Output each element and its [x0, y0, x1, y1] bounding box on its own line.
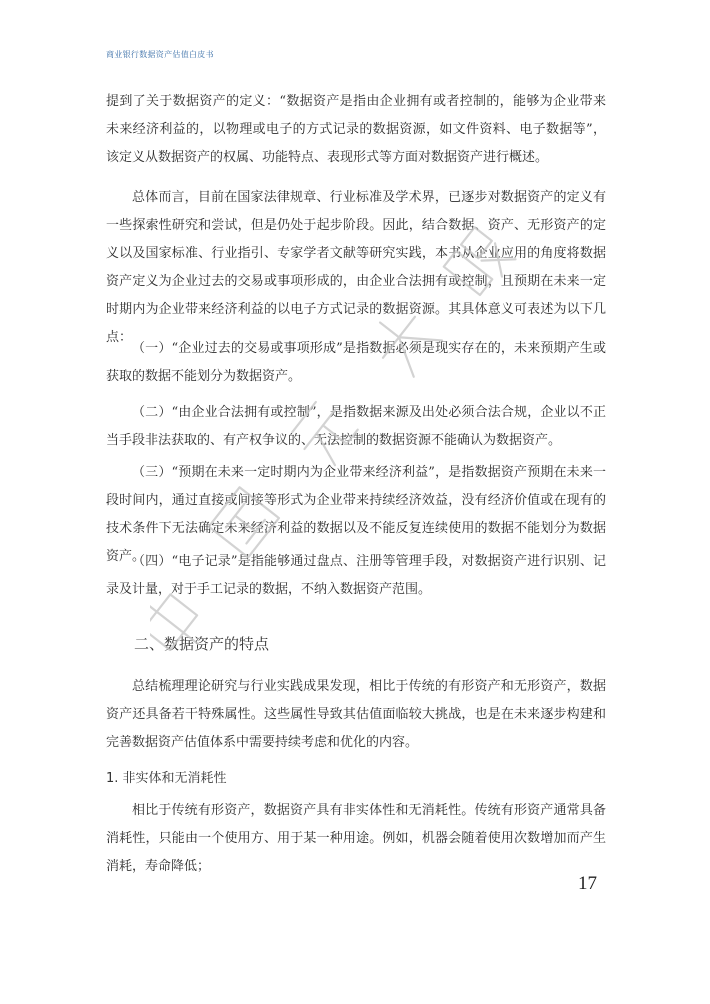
section-heading: 二、数据资产的特点 — [134, 635, 270, 653]
paragraph-non-physical: 相比于传统有形资产，数据资产具有非实体性和无消耗性。传统有形资产通常具备消耗性，只能由一个使用方、用于某一种用途。例如，机器会随着使用次数增加而产生消耗，寿命降低； — [106, 803, 606, 874]
paragraph-point-three: （三）“预期在未来一定时期内为企业带来经济利益”，是指数据资产预期在未来一段时间内，通过直接或间接等形式为企业带来持续经济效益，没有经济价值或在现有的技术条件下无法确定未来经济利益的数据以及不能反复连续使用的数据不能划分为数据资产。 — [106, 465, 606, 564]
paragraph-point-two: （二）“由企业合法拥有或控制”，是指数据来源及出处必须合法合规，企业以不正当手段非法获取的、有产权争议的、无法控制的数据资源不能确认为数据资产。 — [106, 405, 606, 448]
page-number: 17 — [578, 873, 597, 894]
paragraph-point-four: （四）“电子记录”是指能够通过盘点、注册等管理手段，对数据资产进行识别、记录及计量，对于手工记录的数据，不纳入数据资产范围。 — [106, 554, 606, 597]
paragraph-summary-definition: 总体而言，目前在国家法律规章、行业标准及学术界，已逐步对数据资产的定义有一些探索性研究和尝试，但是仍处于起步阶段。因此，结合数据、资产、无形资产的定义以及国家标准、行业指引、专家学者文献等研究实践，本书从企业应用的角度将数据资产定义为企业过去的交易或事项形成的，由企业合法拥有或控制，且预期在未来一定时期内为企业带来经济利益的以电子方式记录的数据资源。其具体意义可表述为以下几点： — [106, 190, 606, 345]
paragraph-point-one: （一）“企业过去的交易或事项形成”是指数据必须是现实存在的，未来预期产生或获取的数据不能划分为数据资产。 — [106, 341, 606, 384]
sub-heading: 1. 非实体和无消耗性 — [106, 771, 227, 786]
paragraph-definition-quote: 提到了关于数据资产的定义：“数据资产是指由企业拥有或者控制的，能够为企业带来未来经济利益的，以物理或电子的方式记录的数据资源，如文件资料、电子数据等”，该定义从数据资产的权属、功能特点、表现形式等方面对数据资产进行概述。 — [106, 94, 606, 165]
paragraph-characteristics-intro: 总结梳理理论研究与行业实践成果发现，相比于传统的有形资产和无形资产，数据资产还具备若干特殊属性。这些属性导致其估值面临较大挑战，也是在未来逐步构建和完善数据资产估值体系中需要持续考虑和优化的内容。 — [106, 679, 606, 750]
running-header: 商业银行数据资产估值白皮书 — [106, 50, 214, 59]
